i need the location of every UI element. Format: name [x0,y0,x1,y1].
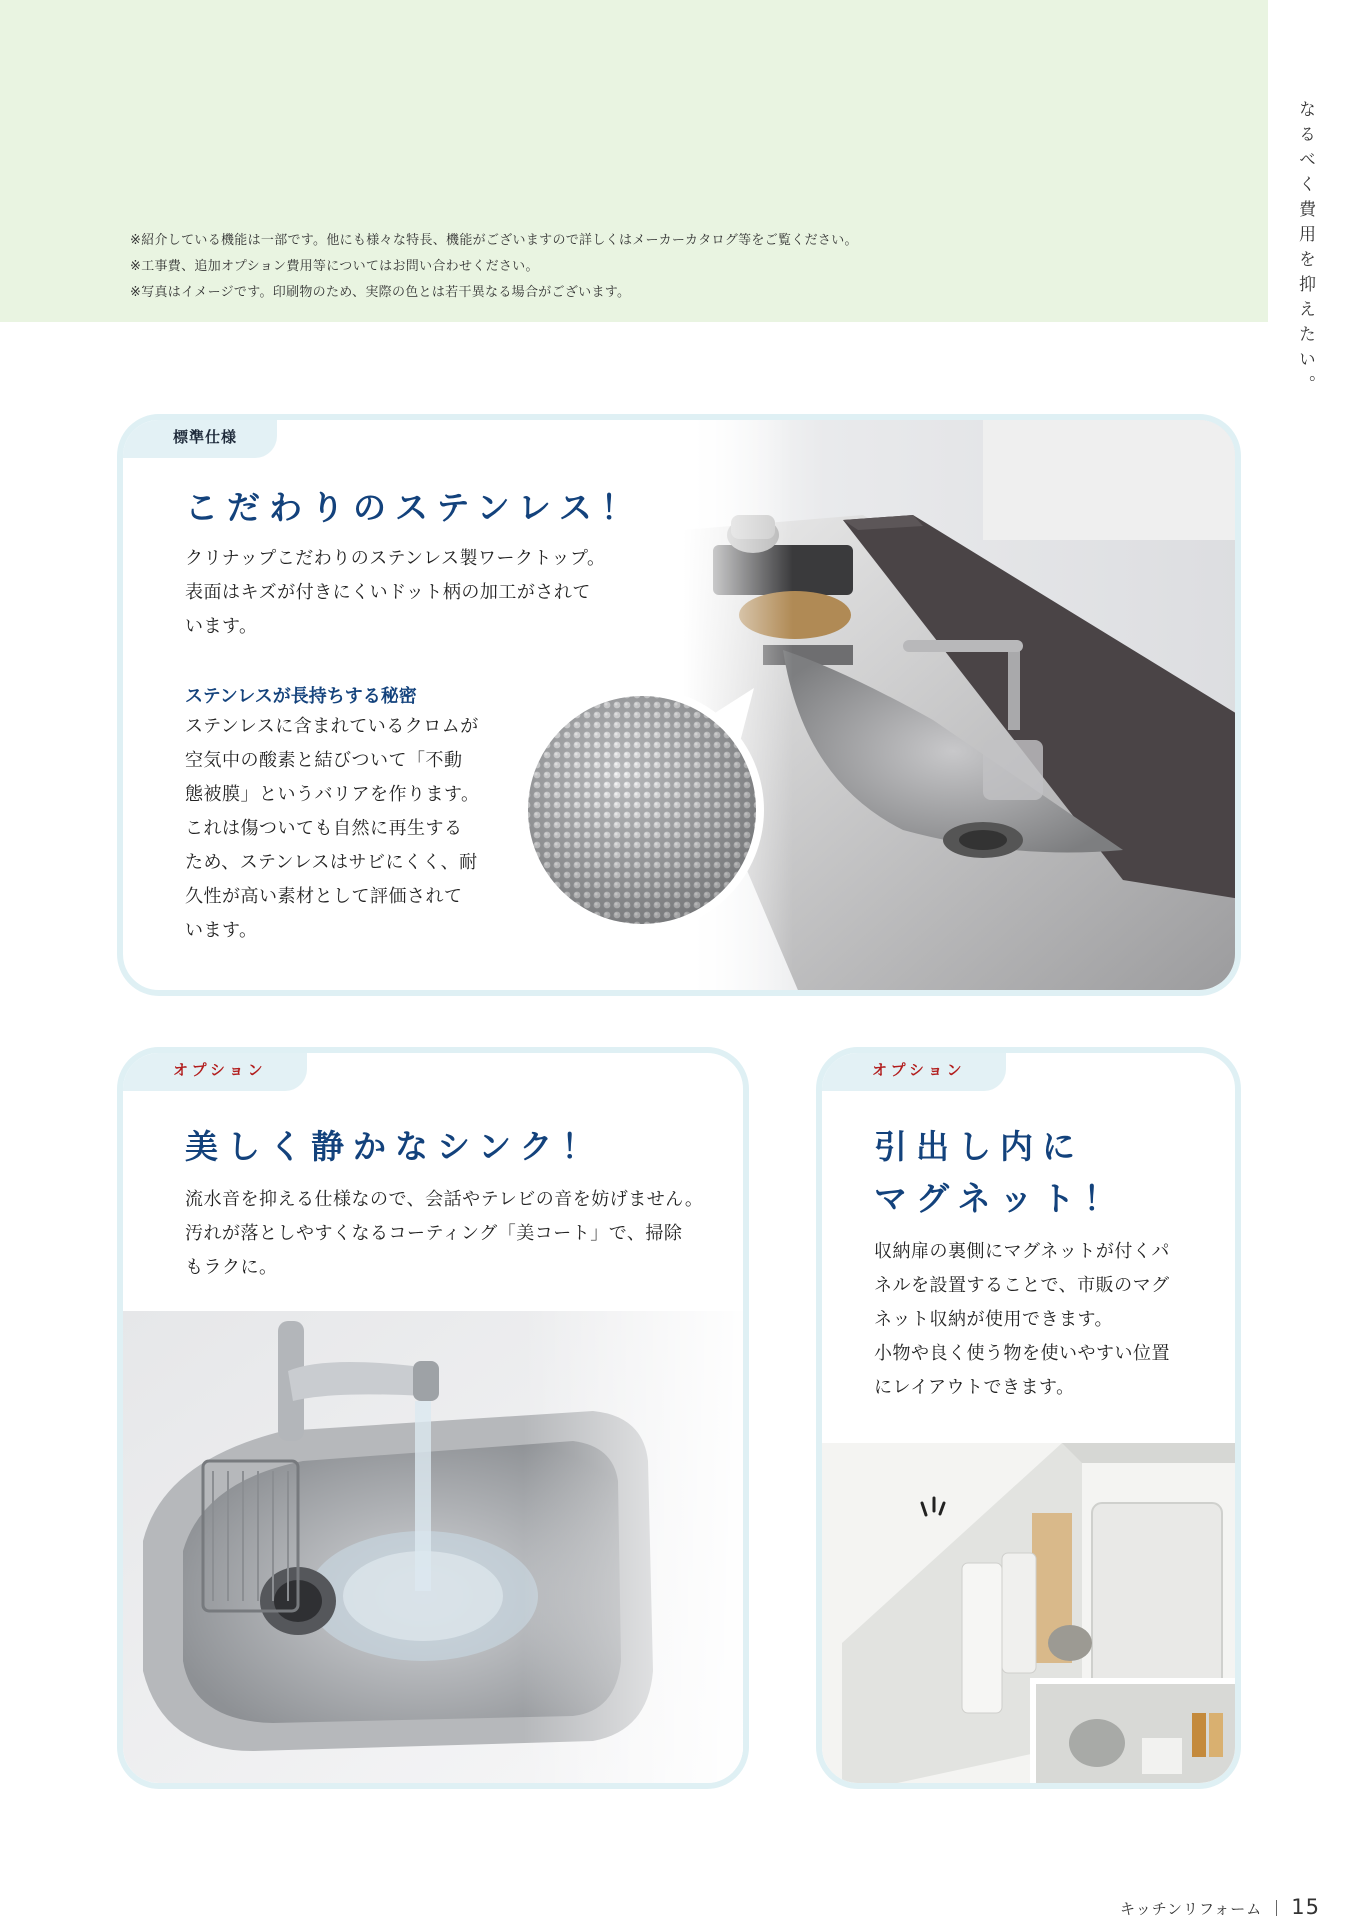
side-index-label: なるべく費用を抑えたい。 [1295,100,1315,400]
text-line: 態被膜」というバリアを作ります。 [185,784,480,805]
title-line: 引出し内に [874,1127,1084,1166]
text-line: ネット収納が使用できます。 [874,1309,1114,1330]
section-name: キッチンリフォーム [1120,1900,1263,1918]
text-line: これは傷ついても自然に再生する [185,818,463,839]
magnet-card [816,1047,1241,1789]
text-line: 久性が高い素材として評価されて [185,886,463,907]
text-line: います。 [185,616,258,637]
option-tag: オプション [816,1047,1006,1091]
text-line: います。 [185,920,258,941]
quiet-sink-photo [123,1311,749,1789]
title-line: マグネット！ [874,1179,1126,1218]
disclaimer-notes [130,228,858,306]
magnet-title [874,1121,1126,1225]
stainless-description [185,542,645,644]
sink-card [117,1047,749,1789]
inset [1030,1678,1241,1789]
text-line: ネルを設置することで、市販のマグ [874,1275,1170,1296]
text-line: ステンレスに含まれているクロムが [185,716,479,737]
magnet-description [874,1235,1224,1405]
sink-title: 美しく静かなシンク！ [185,1127,604,1166]
drawer-magnet-photo [822,1443,1241,1789]
page-number: 15 [1291,1895,1320,1919]
text-line: 表面はキズが付きにくいドット柄の加工がされて [185,582,591,603]
footer-divider [1276,1900,1277,1916]
text-line: 汚れが落としやすくなるコーティング「美コート」で、掃除 [185,1223,683,1244]
text-line: もラクに。 [185,1257,278,1278]
stainless-secret-text [185,710,515,948]
sink-description [185,1183,725,1285]
stainless-title: こだわりのステンレス！ [185,488,643,527]
text-line: 小物や良く使う物を使いやすい位置 [874,1343,1170,1364]
text-line: 収納扉の裏側にマグネットが付くパ [874,1241,1170,1262]
note-line: ※写真はイメージです。印刷物のため、実際の色とは若干異なる場合がございます。 [130,285,631,300]
standard-spec-tag: 標準仕様 [117,414,277,458]
text-line: にレイアウトできます。 [874,1377,1075,1398]
note-line: ※工事費、追加オプション費用等についてはお問い合わせください。 [130,259,539,274]
option-tag: オプション [117,1047,307,1091]
page-footer [1120,1895,1320,1919]
text-line: ため、ステンレスはサビにくく、耐 [185,852,478,873]
text-line: 空気中の酸素と結びついて「不動 [185,750,463,771]
stainless-subtitle: ステンレスが長持ちする秘密 [185,686,417,707]
text-line: クリナップこだわりのステンレス製ワークトップ。 [185,548,606,569]
text-line: 流水音を抑える仕様なので、会話やテレビの音を妨げません。 [185,1189,704,1210]
dot-texture-zoom [512,680,772,940]
note-line: ※紹介している機能は一部です。他にも様々な特長、機能がございますので詳しくはメーカーカタログ等をご覧ください。 [130,233,858,248]
